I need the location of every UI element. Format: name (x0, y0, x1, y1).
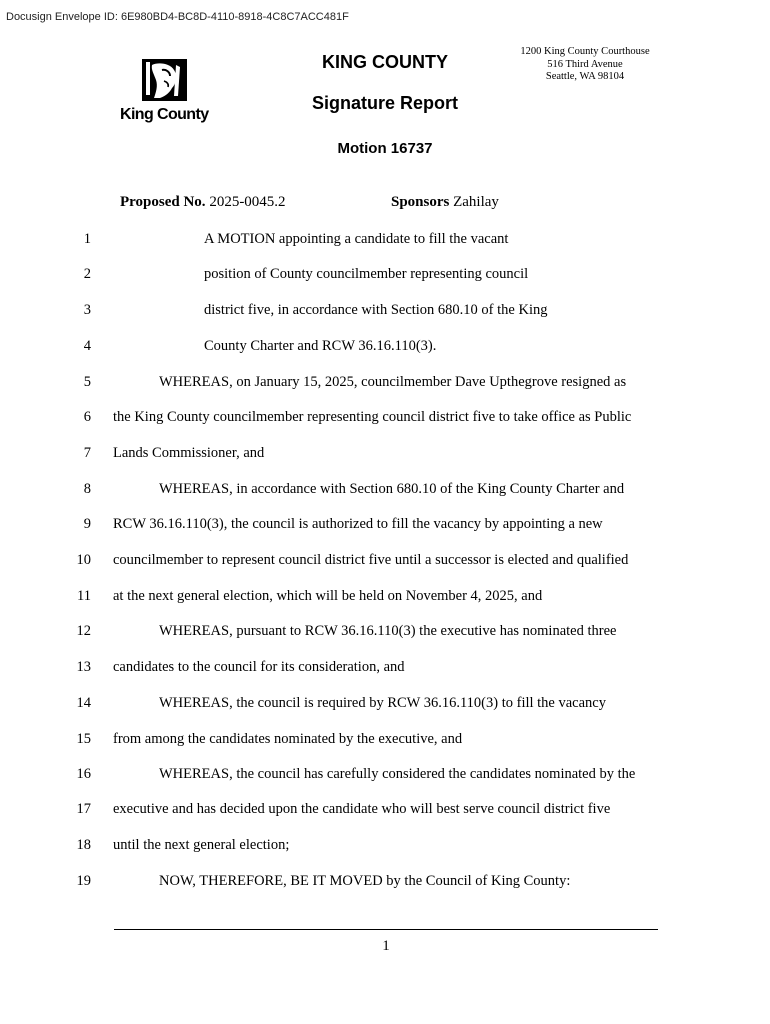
county-heading: KING COUNTY (322, 52, 448, 72)
document-line: WHEREAS, pursuant to RCW 36.16.110(3) the executive has nominated three (159, 623, 617, 639)
line-number: 11 (77, 588, 91, 604)
line-number: 14 (76, 695, 91, 711)
address-line: 1200 King County Courthouse (520, 46, 650, 57)
document-line: the King County councilmember representing council district five to take office as Public (113, 409, 632, 425)
document-line: executive and has decided upon the candidate who will best serve council district five (113, 801, 611, 817)
line-number: 12 (76, 623, 91, 639)
document-line: candidates to the council for its consideration, and (113, 659, 405, 675)
report-title: Signature Report (311, 93, 458, 113)
line-number: 10 (76, 552, 91, 568)
line-number: 3 (83, 302, 91, 318)
line-number: 8 (83, 481, 91, 497)
document-line: A MOTION appointing a candidate to fill the vacant (204, 231, 509, 247)
line-number: 18 (76, 837, 91, 853)
proposed-label: Proposed No. (120, 194, 206, 210)
footer-rule (114, 929, 658, 930)
address-line: Seattle, WA 98104 (545, 71, 625, 82)
document-line: WHEREAS, the council has carefully considered the candidates nominated by the (159, 766, 636, 782)
document-line: until the next general election; (113, 837, 290, 853)
line-number: 17 (76, 801, 91, 817)
line-number: 9 (83, 516, 91, 532)
address-line: 516 Third Avenue (547, 58, 623, 70)
document-line: WHEREAS, the council is required by RCW 36.16.110(3) to fill the vacancy (159, 695, 606, 711)
page-number: 1 (382, 938, 390, 954)
line-number: 7 (83, 445, 91, 461)
line-number: 2 (83, 266, 91, 282)
line-number: 15 (76, 731, 91, 747)
logo-wordmark: King County (120, 106, 209, 123)
line-number: 16 (76, 766, 91, 782)
document-line: at the next general election, which will be held on November 4, 2025, and (113, 588, 543, 604)
document-line: County Charter and RCW 36.16.110(3). (204, 338, 437, 354)
document-line: district five, in accordance with Section 680.10 of the King (204, 302, 548, 318)
envelope-id: Docusign Envelope ID: 6E980BD4-BC8D-4110-8918-4C8C7ACC481F (6, 11, 349, 23)
sponsors-value: Zahilay (453, 194, 499, 210)
document-line: RCW 36.16.110(3), the council is authorized to fill the vacancy by appointing a new (113, 516, 603, 532)
document-line: position of County councilmember representing council (204, 266, 529, 282)
document-line: WHEREAS, in accordance with Section 680.10 of the King County Charter and (159, 481, 625, 497)
document-line: WHEREAS, on January 15, 2025, councilmember Dave Upthegrove resigned as (159, 374, 627, 390)
line-number: 1 (83, 231, 91, 247)
proposed-value: 2025-0045.2 (209, 194, 286, 210)
proposed-number (120, 194, 286, 211)
line-number: 13 (76, 659, 91, 675)
document-line: NOW, THEREFORE, BE IT MOVED by the Council of King County: (159, 873, 571, 889)
document-line: from among the candidates nominated by the executive, and (113, 731, 463, 747)
motion-number: Motion 16737 (337, 140, 433, 157)
line-number: 4 (83, 338, 91, 354)
line-number: 5 (83, 374, 91, 390)
document-line: Lands Commissioner, and (113, 445, 265, 461)
line-number: 6 (83, 409, 91, 425)
courthouse-address (500, 46, 670, 84)
document-line: councilmember to represent council district five until a successor is elected and qualified (113, 552, 629, 568)
sponsors-label: Sponsors (391, 194, 450, 210)
line-number: 19 (76, 873, 91, 889)
sponsors (391, 194, 499, 211)
